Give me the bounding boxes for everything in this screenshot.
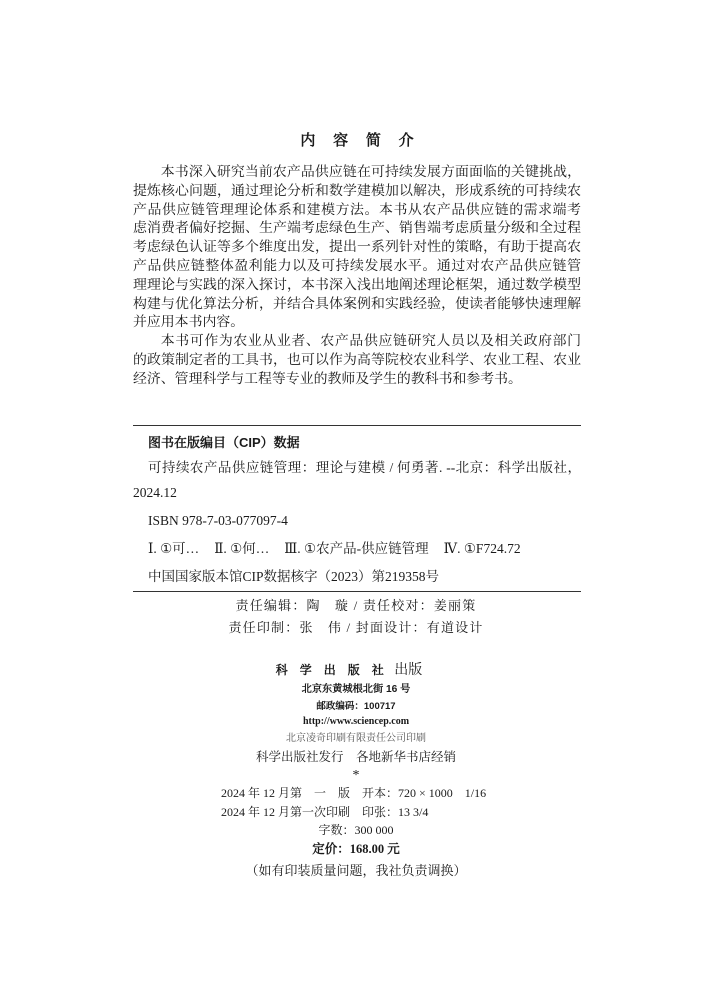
cip-citation-line: 可持续农产品供应链管理：理论与建模 / 何勇著. --北京：科学出版社， <box>148 460 581 475</box>
summary-line: 虑消费者偏好挖掘、生产端考虑绿色生产、销售端考虑质量分级和全过程 <box>133 221 581 237</box>
summary-paragraph <box>133 164 581 333</box>
price: 定价：168.00 元 <box>312 842 400 856</box>
printer-info: 北京凌奇印刷有限责任公司印刷 <box>286 733 426 744</box>
summary-line: 提炼核心问题，通过理论分析和数学建模加以解决，形成系统的可持续农 <box>133 183 581 199</box>
quality-notice: （如有印装质量问题，我社负责调换） <box>245 863 467 878</box>
distribution-info: 科学出版社发行 各地新华书店经销 <box>255 750 456 764</box>
summary-paragraph <box>133 333 581 389</box>
word-count: 字数：300 000 <box>318 823 394 837</box>
cip-heading: 图书在版编目（CIP）数据 <box>148 435 300 450</box>
summary-line: 考虑绿色认证等多个维度出发，提出一系列针对性的策略，有助于提高农 <box>133 240 581 256</box>
cip-subject-term: Ⅰ. ①可… <box>148 541 200 556</box>
publisher-line <box>133 660 579 681</box>
edition-info: 2024 年 12 月第 一 版 开本：720 × 1000 1/16 <box>221 786 487 800</box>
production-credits: 责任印制：张 伟 / 封面设计：有道设计 <box>228 620 484 635</box>
cip-subject-term: Ⅲ. ①农产品-供应链管理 <box>284 541 429 556</box>
summary-line: 理理论与实践的深入探讨，本书深入浅出地阐述理论框架，通过数学模型 <box>133 277 581 293</box>
summary-line: 本书可作为农业从业者、农产品供应链研究人员以及相关政府部门 <box>160 334 581 350</box>
publisher-action: 出版 <box>394 663 423 678</box>
printing-info: 2024 年 12 月第一次印刷 印张：13 3/4 <box>221 805 429 819</box>
summary-line: 的政策制定者的工具书，也可以作为高等院校农业科学、农业工程、农业 <box>133 352 581 368</box>
cip-citation-line: 2024.12 <box>133 485 177 500</box>
summary-title: 内 容 简 介 <box>300 133 421 149</box>
cip-subject-terms <box>133 539 581 559</box>
publisher-logo: 科 学 出 版 社 <box>275 663 389 677</box>
publisher-postcode: 邮政编码：100717 <box>316 701 396 712</box>
cip-subject-term: Ⅳ. ①F724.72 <box>443 541 521 556</box>
summary-line: 构建与优化算法分析，并结合具体案例和实践经验，使读者能够快速理解 <box>133 296 581 312</box>
publisher-address: 北京东黄城根北街 16 号 <box>301 684 411 695</box>
separator-asterisk: * <box>352 768 360 783</box>
cip-subject-term: Ⅱ. ①何… <box>214 541 270 556</box>
divider-line <box>133 425 581 426</box>
editor-credits: 责任编辑：陶 璇 / 责任校对：姜丽策 <box>235 598 477 613</box>
summary-body <box>133 164 581 390</box>
cip-isbn: ISBN 978-7-03-077097-4 <box>148 513 288 528</box>
cip-number: 中国国家版本馆CIP数据核字（2023）第219358号 <box>148 569 440 584</box>
summary-line: 本书深入研究当前农产品供应链在可持续发展方面面临的关键挑战， <box>160 165 581 180</box>
summary-line: 并应用本书内容。 <box>133 315 245 331</box>
divider-line <box>133 591 581 592</box>
summary-line: 产品供应链整体盈利能力以及可持续发展水平。通过对农产品供应链管 <box>133 258 581 274</box>
summary-line: 产品供应链管理理论体系和建模方法。本书从农产品供应链的需求端考 <box>133 202 581 218</box>
summary-line: 经济、管理科学与工程等专业的教师及学生的教科书和参考书。 <box>133 371 522 387</box>
publisher-website: http://www.sciencep.com <box>302 716 410 727</box>
